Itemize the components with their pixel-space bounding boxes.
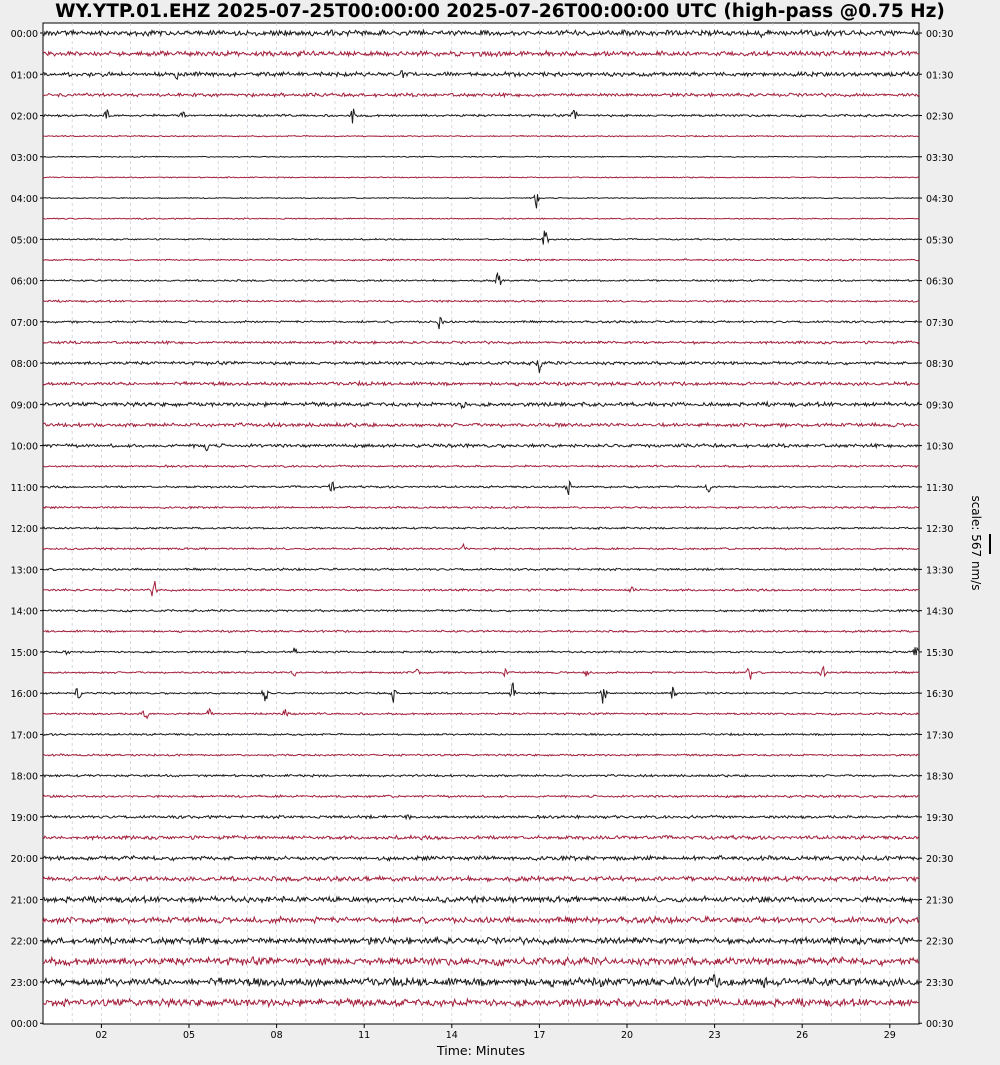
right-time-label: 19:30 bbox=[926, 812, 954, 824]
left-time-label: 21:00 bbox=[10, 895, 38, 907]
right-time-label: 01:30 bbox=[926, 70, 954, 82]
right-time-label: 18:30 bbox=[926, 771, 954, 783]
right-time-label: 06:30 bbox=[926, 276, 954, 288]
right-time-label: 07:30 bbox=[926, 317, 954, 329]
right-time-label: 05:30 bbox=[926, 235, 954, 247]
right-time-label: 10:30 bbox=[926, 441, 954, 453]
left-time-label: 09:00 bbox=[10, 400, 38, 412]
right-time-label: 21:30 bbox=[926, 895, 954, 907]
left-time-label: 15:00 bbox=[10, 647, 38, 659]
x-tick-label: 23 bbox=[708, 1030, 721, 1041]
left-time-label: 06:00 bbox=[10, 276, 38, 288]
scale-bar bbox=[989, 534, 991, 554]
right-time-label: 13:30 bbox=[926, 565, 954, 577]
x-tick-label: 14 bbox=[445, 1030, 458, 1041]
scale-indicator bbox=[966, 493, 986, 593]
left-time-label: 14:00 bbox=[10, 606, 38, 618]
right-time-label: 04:30 bbox=[926, 194, 954, 206]
scale-label: scale: 567 nm/s bbox=[969, 495, 983, 591]
left-time-label: 23:00 bbox=[10, 977, 38, 989]
right-time-label: 22:30 bbox=[926, 936, 954, 948]
left-time-label: 05:00 bbox=[10, 235, 38, 247]
x-tick-label: 02 bbox=[95, 1030, 108, 1041]
left-time-label: 22:00 bbox=[10, 936, 38, 948]
left-time-label: 04:00 bbox=[10, 194, 38, 206]
right-time-label: 09:30 bbox=[926, 400, 954, 412]
x-tick-label: 29 bbox=[883, 1030, 896, 1041]
right-time-label: 00:30 bbox=[926, 29, 954, 40]
right-time-label: 11:30 bbox=[926, 482, 954, 494]
right-time-label: 16:30 bbox=[926, 689, 954, 701]
right-time-label: 20:30 bbox=[926, 854, 954, 866]
left-time-label: 08:00 bbox=[10, 359, 38, 371]
x-tick-label: 26 bbox=[796, 1030, 809, 1041]
left-time-label: 19:00 bbox=[10, 812, 38, 824]
chart-title: WY.YTP.01.EHZ 2025-07-25T00:00:00 2025-07-26T00:00:00 UTC (high-pass @0.75 Hz) bbox=[55, 1, 945, 22]
x-tick-label: 17 bbox=[533, 1030, 546, 1041]
left-time-label: 07:00 bbox=[10, 317, 38, 329]
right-time-label: 14:30 bbox=[926, 606, 954, 618]
left-time-label: 11:00 bbox=[10, 482, 38, 494]
left-time-label: 02:00 bbox=[10, 111, 38, 123]
right-time-label: 08:30 bbox=[926, 359, 954, 371]
left-time-label: 10:00 bbox=[10, 441, 38, 453]
x-tick-label: 08 bbox=[270, 1030, 283, 1041]
left-time-label: 00:00 bbox=[10, 1019, 38, 1031]
right-time-label: 03:30 bbox=[926, 152, 954, 164]
left-time-label: 20:00 bbox=[10, 854, 38, 866]
x-tick-label: 05 bbox=[182, 1030, 196, 1041]
left-time-label: 13:00 bbox=[10, 565, 38, 577]
left-time-label: 18:00 bbox=[10, 771, 38, 783]
left-time-label: 12:00 bbox=[10, 524, 38, 536]
right-time-label: 02:30 bbox=[926, 111, 954, 123]
left-time-label: 16:00 bbox=[10, 689, 38, 701]
left-time-label: 01:00 bbox=[10, 70, 38, 82]
right-time-label: 15:30 bbox=[926, 647, 954, 659]
left-time-label: 00:00 bbox=[10, 29, 38, 40]
right-time-label: 12:30 bbox=[926, 524, 954, 536]
x-tick-label: 11 bbox=[358, 1030, 371, 1041]
x-axis-label: Time: Minutes bbox=[437, 1043, 525, 1058]
left-time-label: 03:00 bbox=[10, 152, 38, 164]
right-time-label: 17:30 bbox=[926, 730, 954, 742]
right-time-label: 23:30 bbox=[926, 977, 954, 989]
x-tick-label: 20 bbox=[620, 1030, 634, 1041]
left-time-label: 17:00 bbox=[10, 730, 38, 742]
right-time-label: 00:30 bbox=[926, 1019, 954, 1031]
